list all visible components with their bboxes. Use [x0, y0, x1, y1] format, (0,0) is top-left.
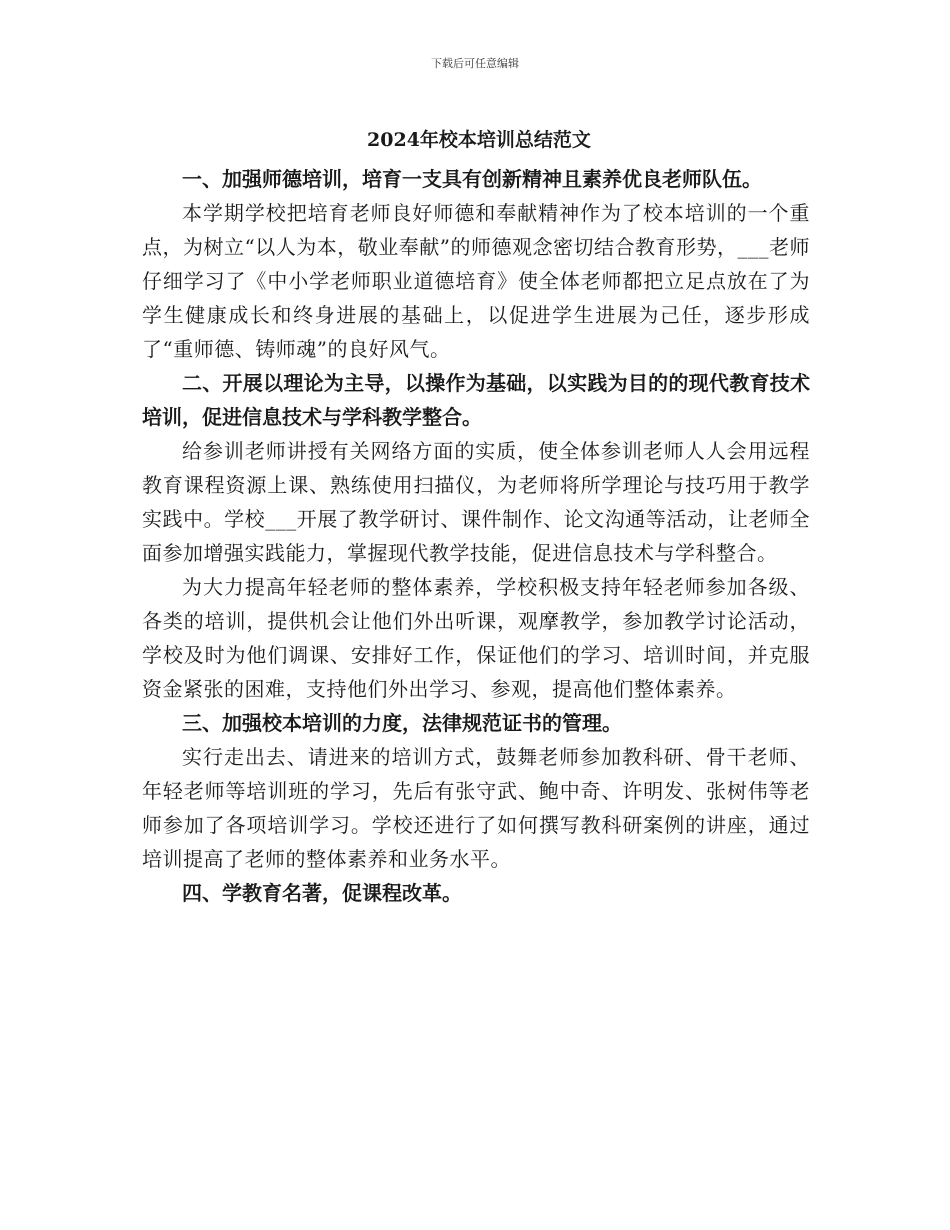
section-3-paragraph-1: 实行走出去、请进来的培训方式，鼓舞老师参加教科研、骨干老师、年轻老师等培训班的学习，先后有张守武、鲍中奇、许明发、张树伟等老师参加了各项培训学习。学校还进行了如何撰写教科研案例的讲座，通过培训提高了老师的整体素养和业务水平。: [142, 745, 810, 871]
document-title: 2024年校本培训总结范文: [367, 129, 591, 151]
document-body: [142, 118, 810, 910]
section-1-paragraph-1: 本学期学校把培育老师良好师德和奉献精神作为了校本培训的一个重点，为树立“以人为本，敬业奉献”的师德观念密切结合教育形势，___老师仔细学习了《中小学老师职业道德培育》使全体老师都把立足点放在了为学生健康成长和终身进展的基础上，以促进学生进展为己任，逐步形成了“重师德、铸师魂”的良好风气。: [142, 201, 810, 361]
section-2-paragraph-2: 为大力提高年轻老师的整体素养，学校积极支持年轻老师参加各级、各类的培训，提供机会让他们外出听课，观摩教学，参加教学讨论活动，学校及时为他们调课、安排好工作，保证他们的学习、培训时间，并克服资金紧张的困难，支持他们外出学习、参观，提高他们整体素养。: [142, 575, 810, 701]
page-header-note: 下载后可任意编辑: [431, 57, 519, 70]
section-heading-3: 三、加强校本培训的力度，法律规范证书的管理。: [182, 711, 622, 735]
section-heading-4: 四、学教育名著，促课程改革。: [182, 881, 462, 905]
section-heading-1: 一、加强师德培训，培育一支具有创新精神且素养优良老师队伍。: [182, 167, 762, 191]
section-2-paragraph-1: 给参训老师讲授有关网络方面的实质，使全体参训老师人人会用远程教育课程资源上课、熟练使用扫描仪，为老师将所学理论与技巧用于教学实践中。学校___开展了教学研讨、课件制作、论文沟通等活动，让老师全面参加增强实践能力，掌握现代教学技能，促进信息技术与学科整合。: [142, 439, 810, 565]
section-heading-2: 二、开展以理论为主导，以操作为基础，以实践为目的的现代教育技术培训，促进信息技术与学科教学整合。: [142, 371, 810, 429]
